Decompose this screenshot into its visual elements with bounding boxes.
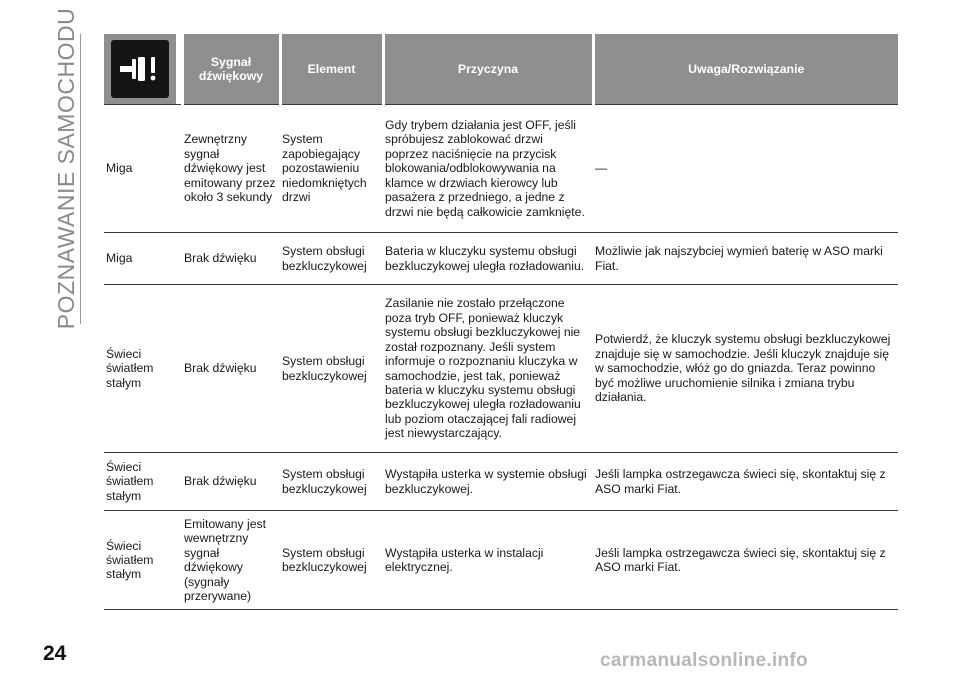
table-row: [104, 511, 898, 610]
header-cause: Przyczyna: [383, 34, 593, 105]
cell-note: Jeśli lampka ostrzegawcza świeci się, skontaktuj się z ASO marki Fiat.: [593, 453, 898, 511]
cell-light: Świeci światłem stałym: [104, 453, 182, 511]
header-element: Element: [280, 34, 383, 105]
cell-signal: Brak dźwięku: [182, 233, 280, 285]
cell-note: —: [593, 105, 898, 233]
cell-note: Potwierdź, że kluczyk systemu obsługi bezkluczykowej znajduje się w samochodzie. Jeśli kluczyk znajduje się w samochodzie, włóż go do gniazda. Teraz powinno być możliwe uruchomienie silnika i zmiana trybu działania.: [593, 285, 898, 453]
table-header: [104, 34, 898, 105]
warning-table: [104, 34, 898, 610]
car-key-warning-icon: [111, 40, 169, 98]
cell-element: System obsługi bezkluczykowej: [280, 285, 383, 453]
header-signal: Sygnał dźwiękowy: [182, 34, 280, 105]
cell-light: Miga: [104, 233, 182, 285]
cell-signal: Brak dźwięku: [182, 453, 280, 511]
section-title-text: POZNAWANIE SAMOCHODU: [53, 7, 80, 329]
table-row: [104, 453, 898, 511]
cell-cause: Wystąpiła usterka w instalacji elektrycznej.: [383, 511, 593, 610]
header-note: Uwaga/Rozwiązanie: [593, 34, 898, 105]
cell-element: System obsługi bezkluczykowej: [280, 511, 383, 610]
cell-note: Jeśli lampka ostrzegawcza świeci się, skontaktuj się z ASO marki Fiat.: [593, 511, 898, 610]
cell-light: Świeci światłem stałym: [104, 511, 182, 610]
cell-signal: Emitowany jest wewnętrzny sygnał dźwiękowy (sygnały przerywane): [182, 511, 280, 610]
cell-cause: Bateria w kluczyku systemu obsługi bezkluczykowej uległa rozładowaniu.: [383, 233, 593, 285]
table-row: [104, 105, 898, 233]
cell-light: Świeci światłem stałym: [104, 285, 182, 453]
cell-signal: Zewnętrzny sygnał dźwiękowy jest emitowany przez około 3 sekundy: [182, 105, 280, 233]
cell-element: System obsługi bezkluczykowej: [280, 233, 383, 285]
watermark: carmanualsonline.info: [600, 650, 808, 671]
cell-cause: Wystąpiła usterka w systemie obsługi bezkluczykowej.: [383, 453, 593, 511]
cell-note: Możliwie jak najszybciej wymień baterię w ASO marki Fiat.: [593, 233, 898, 285]
cell-light: Miga: [104, 105, 182, 233]
table-row: [104, 233, 898, 285]
cell-element: System zapobiegający pozostawieniu niedomkniętych drzwi: [280, 105, 383, 233]
table-row: [104, 285, 898, 453]
section-divider: [80, 34, 81, 324]
header-icon-cell: [104, 34, 182, 105]
section-title: [52, 7, 82, 329]
cell-signal: Brak dźwięku: [182, 285, 280, 453]
cell-cause: Gdy trybem działania jest OFF, jeśli spróbujesz zablokować drzwi poprzez naciśnięcie na przycisk blokowania/odblokowywania na klamce w drzwiach kierowcy lub pasażera z przedniego, a jedne z drzwi nie będą całkowicie zamknięte.: [383, 105, 593, 233]
cell-cause: Zasilanie nie zostało przełączone poza tryb OFF, ponieważ kluczyk systemu obsługi bezkluczykowej nie został rozpoznany. Jeśli system informuje o rozpoznaniu kluczyka w samochodzie, jest tak, ponieważ bateria w kluczyku systemu obsługi bezkluczykowej uległa rozładowaniu lub poziom otaczającej fali radiowej jest niewystarczający.: [383, 285, 593, 453]
cell-element: System obsługi bezkluczykowej: [280, 453, 383, 511]
page-number: 24: [43, 642, 67, 665]
